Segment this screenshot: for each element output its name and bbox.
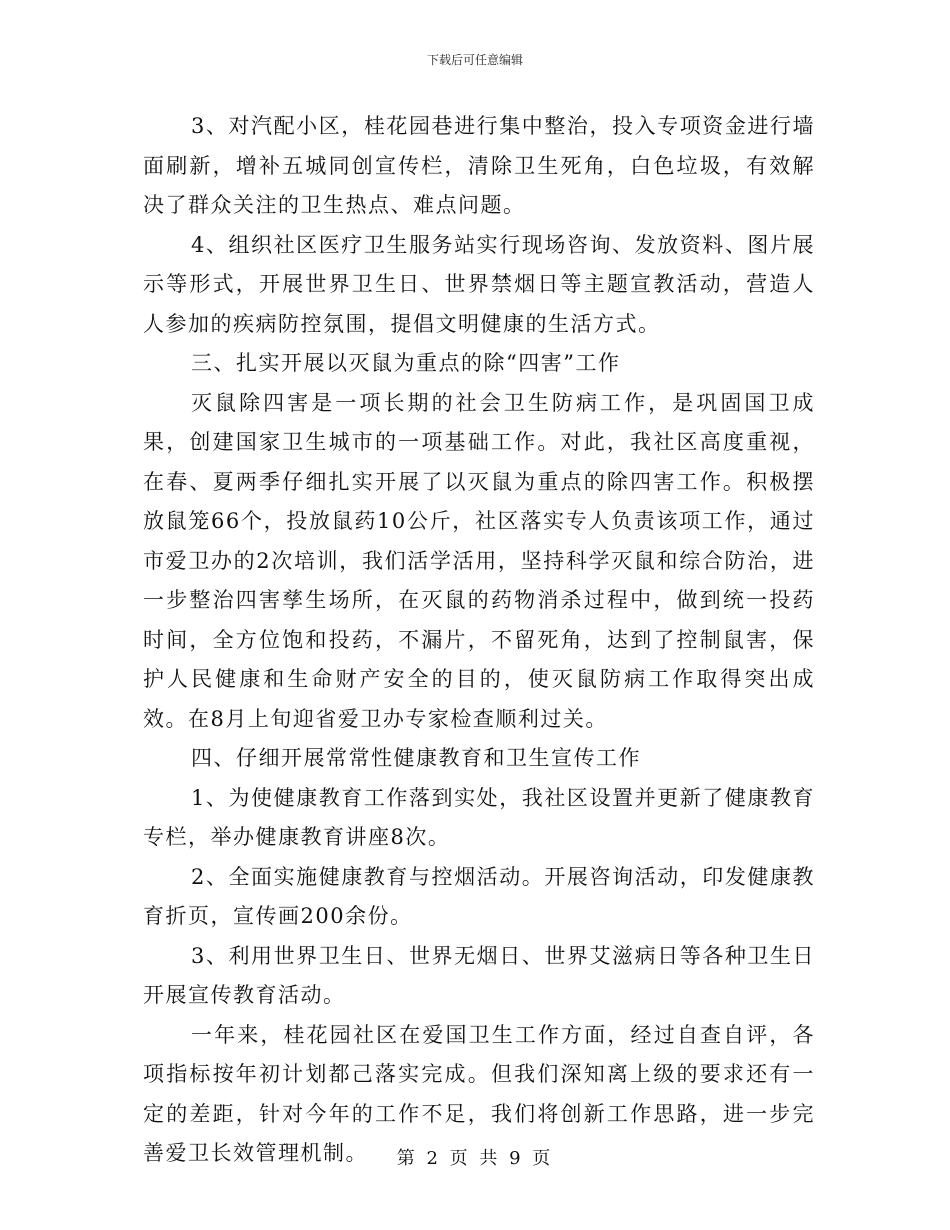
paragraph-rodent-control: 灭鼠除四害是一项长期的社会卫生防病工作，是巩固国卫成果，创建国家卫生城市的一项基础工作。对此，我社区高度重视，在春、夏两季仔细扎实开展了以灭鼠为重点的除四害工作。积极摆放鼠笼66个，投放鼠药10公斤，社区落实专人负责该项工作，通过市爱卫办的2次培训，我们活学活用，坚持科学灭鼠和综合防治，进一步整治四害孳生场所，在灭鼠的药物消杀过程中，做到统一投药时间，全方位饱和投药，不漏片，不留死角，达到了控制鼠害，保护人民健康和生命财产安全的目的，使灭鼠防病工作取得突出成效。在8月上旬迎省爱卫办专家检查顺利过关。 [143,390,815,731]
document-body [143,107,815,1174]
paragraph-education-item-3: 3、利用世界卫生日、世界无烟日、世界艾滋病日等各种卫生日开展宣传教育活动。 [143,943,815,1007]
paragraph-education-item-2: 2、全面实施健康教育与控烟活动。开展咨询活动，印发健康教育折页，宣传画200余份。 [143,864,815,928]
paragraph-item-3-rectification: 3、对汽配小区，桂花园巷进行集中整治，投入专项资金进行墙面刷新，增补五城同创宣传栏，清除卫生死角，白色垃圾，有效解决了群众关注的卫生热点、难点问题。 [143,114,815,217]
page-number: 第 2 页 共 9 页 [396,1148,554,1169]
section-heading-health-education: 四、仔细开展常常性健康教育和卫生宣传工作 [191,746,641,770]
page-header: 下载后可任意编辑 [426,53,523,67]
section-heading-pest-control: 三、扎实开展以灭鼠为重点的除“四害”工作 [191,351,621,375]
paragraph-item-4-health-station: 4、组织社区医疗卫生服务站实行现场咨询、发放资料、图片展示等形式，开展世界卫生日、世界禁烟日等主题宣教活动，营造人人参加的疾病防控氛围，提倡文明健康的生活方式。 [143,232,815,336]
paragraph-education-item-1: 1、为使健康教育工作落到实处，我社区设置并更新了健康教育专栏，举办健康教育讲座8次。 [143,785,815,849]
paragraph-summary: 一年来，桂花园社区在爱国卫生工作方面，经过自查自评，各项指标按年初计划都己落实完成。但我们深知离上级的要求还有一定的差距，针对今年的工作不足，我们将创新工作思路，进一步完善爱卫长效管理机制。 [143,1022,815,1165]
